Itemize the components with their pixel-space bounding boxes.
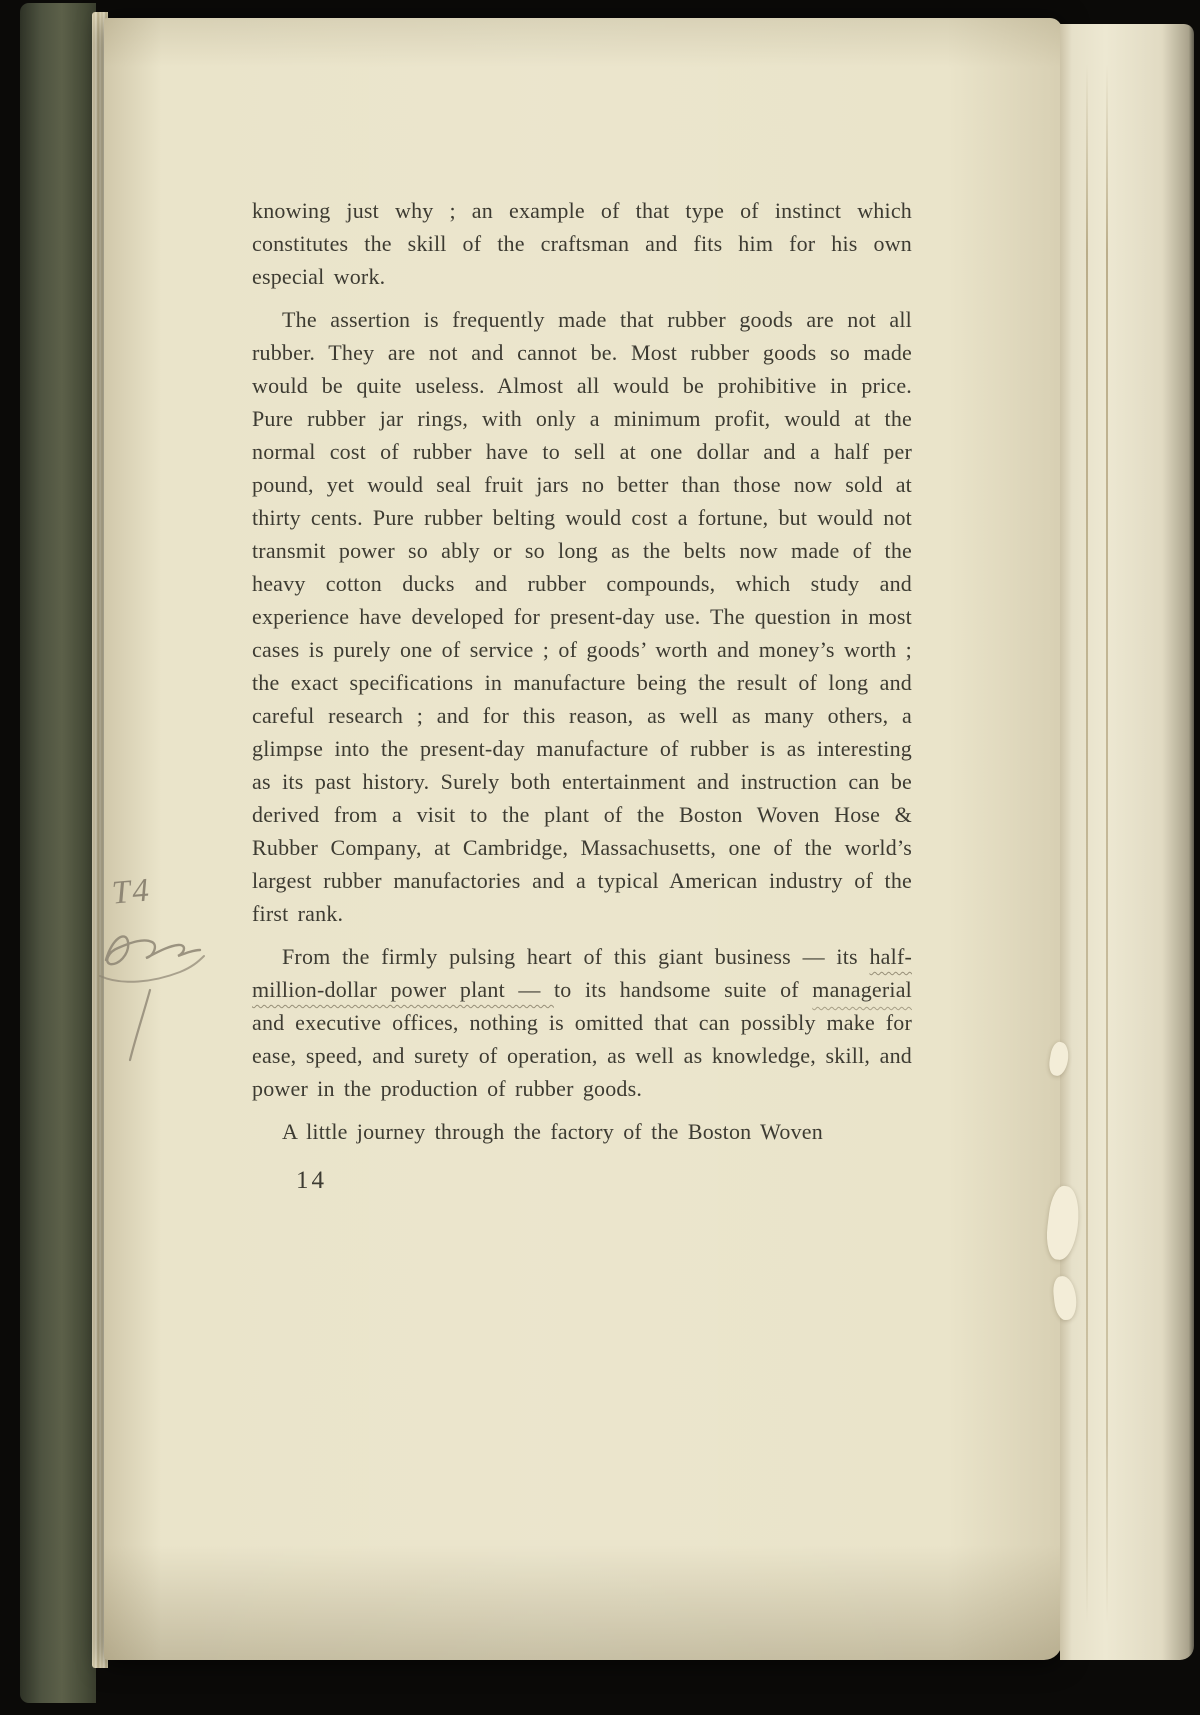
book-cover-edge — [20, 3, 96, 1703]
page-number: 14 — [296, 1167, 327, 1194]
paragraph-assertion: The assertion is frequently made that rubber goods are not all rubber. They are not and cannot be. Most rubber goods so made would be quite useless. Almost all would be prohibitive in price. Pure rubber jar rings, with only a minimum profit, would at the normal cost of rubber have to sell at one dollar and a half per pound, yet would seal fruit jars no better than those now sold at thirty cents. Pure rubber belting would cost a fortune, but would not transmit power so ably or so long as the belts now made of the heavy cotton ducks and rubber compounds, which study and experience have developed for present-day use. The question in most cases is purely one of service ; of goods’ worth and money’s worth ; the exact specifications in manufacture being the result of long and careful research ; and for this reason, as well as many others, a glimpse into the present-day manufacture of rubber is as interesting as its past history. Surely both entertainment and instruction can be derived from a visit to the plant of the Boston Woven Hose & Rubber Company, at Cambridge, Massachusetts, one of the world’s largest rubber manufactories and a typical American industry of the first rank. — [252, 307, 912, 926]
text-segment: and executive offices, nothing is omitted that can possibly make for ease, speed, and surety of operation, as well as knowledge, skill, and power in the production of rubber goods. — [252, 1010, 912, 1101]
pencil-scribble-word — [106, 936, 200, 964]
paragraph-journey: A little journey through the factory of the Boston Woven — [282, 1119, 823, 1144]
pencil-underlined-text: half-million-dollar power plant — — [252, 944, 912, 1002]
margin-note-t4: T4 — [110, 872, 153, 912]
page-crease-line — [1086, 64, 1088, 1624]
fore-edge — [1060, 24, 1194, 1660]
pencil-stroke — [130, 990, 150, 1060]
text-segment: to its handsome suite of — [554, 977, 813, 1002]
pencil-underlined-text: managerial — [812, 977, 912, 1002]
text-segment: From the firmly pulsing heart of this giant business — its — [282, 944, 870, 969]
page-crease-line — [1106, 64, 1108, 1624]
pencil-scribble — [92, 920, 242, 1080]
paragraph-continuation: knowing just why ; an example of that type of instinct which constitutes the skill of the craftsman and fits him for his own especial work. — [252, 198, 912, 289]
pencil-flourish — [100, 956, 204, 982]
paragraph-power-plant — [252, 940, 912, 1105]
page-text — [252, 194, 912, 1197]
